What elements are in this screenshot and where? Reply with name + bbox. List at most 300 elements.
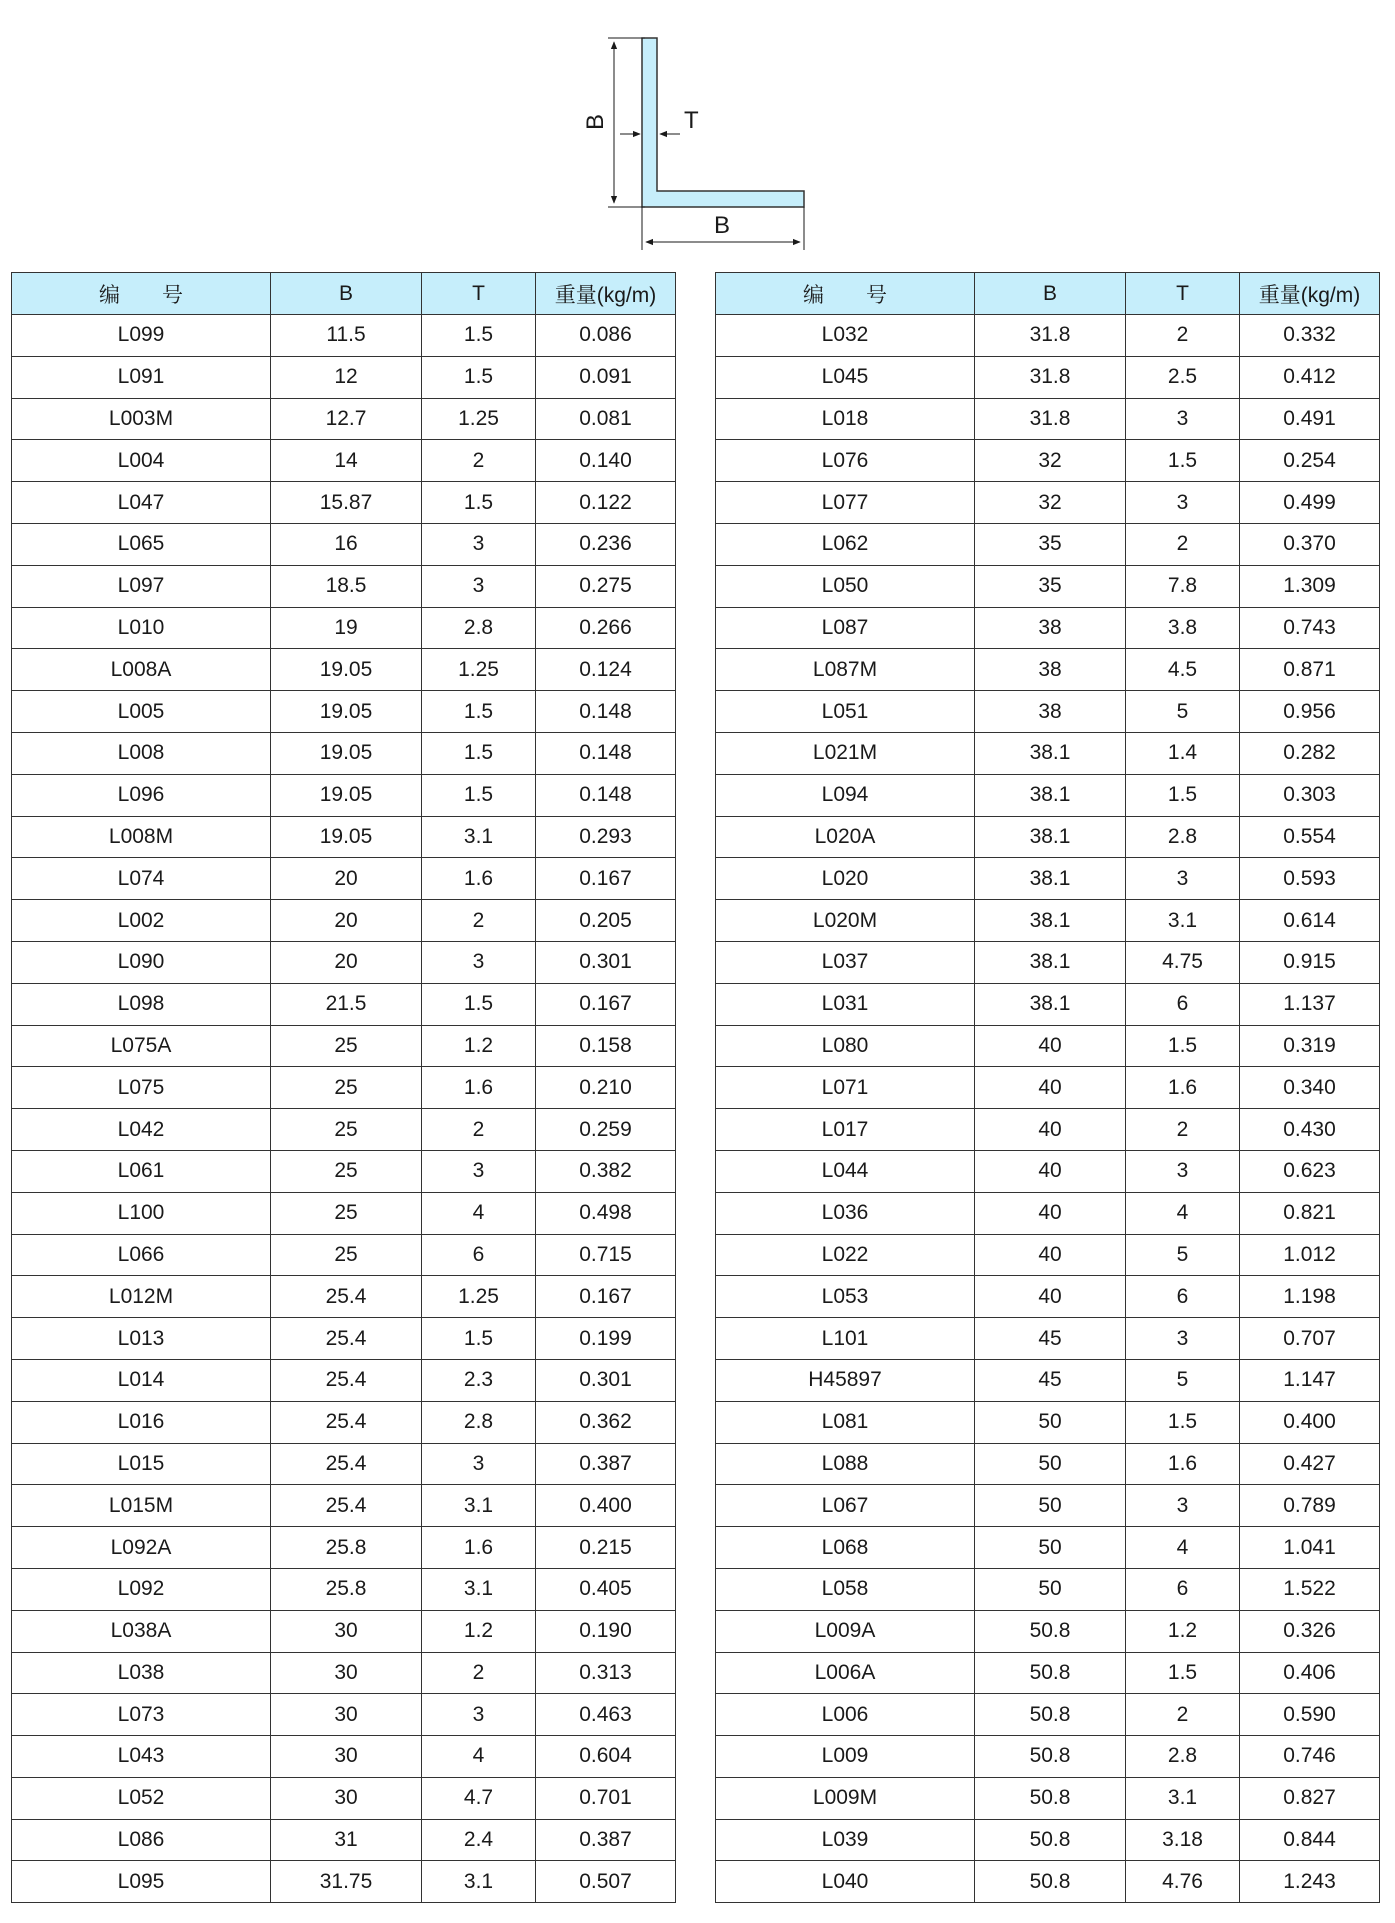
cell-code: L095 [12,1861,271,1903]
cell-code: L017 [716,1109,975,1151]
cell-b: 40 [975,1025,1126,1067]
table-row [716,983,1380,1025]
cell-weight: 0.215 [536,1527,676,1569]
table-row [12,1401,676,1443]
cell-t: 4 [422,1736,536,1778]
cell-b: 20 [271,900,422,942]
table-row [12,482,676,524]
cell-b: 38.1 [975,983,1126,1025]
cell-t: 2.8 [422,1401,536,1443]
cell-code: L042 [12,1109,271,1151]
cell-code: L038 [12,1652,271,1694]
cell-t: 6 [1126,1568,1240,1610]
table-row [716,1150,1380,1192]
cell-weight: 1.137 [1240,983,1380,1025]
cell-b: 19.05 [271,774,422,816]
cell-b: 25.8 [271,1568,422,1610]
dimension-label-horizontal: B [713,212,731,239]
cell-code: L050 [716,565,975,607]
cell-b: 40 [975,1234,1126,1276]
cell-code: L101 [716,1318,975,1360]
table-row [716,691,1380,733]
cell-code: L039 [716,1819,975,1861]
cell-t: 2 [422,440,536,482]
cell-t: 1.25 [422,398,536,440]
cell-weight: 0.124 [536,649,676,691]
cell-b: 30 [271,1694,422,1736]
cell-code: L047 [12,482,271,524]
table-row [12,1443,676,1485]
cell-t: 5 [1126,691,1240,733]
cell-t: 5 [1126,1359,1240,1401]
cell-t: 2.8 [1126,1736,1240,1778]
cell-b: 25 [271,1025,422,1067]
cell-code: L020M [716,900,975,942]
cell-t: 3 [422,1150,536,1192]
cell-weight: 0.746 [1240,1736,1380,1778]
cell-b: 25.4 [271,1359,422,1401]
cell-weight: 0.915 [1240,941,1380,983]
cell-t: 6 [422,1234,536,1276]
cell-t: 2.8 [422,607,536,649]
cell-b: 30 [271,1610,422,1652]
cell-weight: 0.148 [536,732,676,774]
cell-t: 1.2 [422,1610,536,1652]
cell-b: 45 [975,1318,1126,1360]
table-row [12,732,676,774]
cell-code: L100 [12,1192,271,1234]
table-row [12,1694,676,1736]
table-row [12,900,676,942]
cell-t: 3 [422,941,536,983]
cell-b: 11.5 [271,315,422,357]
table-row [12,1192,676,1234]
table-row [716,315,1380,357]
cell-t: 2 [1126,523,1240,565]
cell-b: 50 [975,1485,1126,1527]
cell-code: L092A [12,1527,271,1569]
cell-b: 21.5 [271,983,422,1025]
cell-b: 16 [271,523,422,565]
cell-t: 2 [1126,1694,1240,1736]
cell-t: 2 [422,900,536,942]
cell-code: L012M [12,1276,271,1318]
cell-b: 50 [975,1401,1126,1443]
cell-t: 1.5 [422,1318,536,1360]
cell-weight: 0.821 [1240,1192,1380,1234]
cell-b: 50.8 [975,1819,1126,1861]
cell-t: 6 [1126,1276,1240,1318]
cell-weight: 0.091 [536,356,676,398]
cell-weight: 1.198 [1240,1276,1380,1318]
cell-weight: 0.400 [1240,1401,1380,1443]
cell-b: 25.4 [271,1401,422,1443]
table-row [716,1401,1380,1443]
table-row [12,941,676,983]
table-row [716,398,1380,440]
cell-weight: 0.236 [536,523,676,565]
cell-code: L040 [716,1861,975,1903]
table-row [716,1192,1380,1234]
cell-weight: 0.313 [536,1652,676,1694]
table-row [12,1861,676,1903]
cell-weight: 0.956 [1240,691,1380,733]
cell-weight: 0.158 [536,1025,676,1067]
cell-b: 38.1 [975,774,1126,816]
cell-code: L038A [12,1610,271,1652]
cell-code: L002 [12,900,271,942]
cell-code: L009 [716,1736,975,1778]
cell-t: 1.5 [422,983,536,1025]
table-header-row [716,273,1380,315]
table-row [12,1736,676,1778]
table-row [716,482,1380,524]
cell-t: 2.8 [1126,816,1240,858]
cell-b: 25 [271,1192,422,1234]
cell-code: L092 [12,1568,271,1610]
cell-weight: 0.275 [536,565,676,607]
cell-t: 3.1 [422,1568,536,1610]
cell-code: L096 [12,774,271,816]
cell-b: 50 [975,1443,1126,1485]
cell-weight: 0.205 [536,900,676,942]
table-row [12,440,676,482]
cell-t: 3.1 [1126,900,1240,942]
l-profile-shape [642,38,804,207]
cell-b: 40 [975,1276,1126,1318]
cell-code: L044 [716,1150,975,1192]
table-row [12,1318,676,1360]
cell-code: L032 [716,315,975,357]
cell-weight: 0.340 [1240,1067,1380,1109]
cell-code: L014 [12,1359,271,1401]
table-row [716,1736,1380,1778]
cell-b: 25.4 [271,1276,422,1318]
cell-weight: 1.012 [1240,1234,1380,1276]
table-row [716,1861,1380,1903]
cell-b: 38 [975,691,1126,733]
cell-b: 12.7 [271,398,422,440]
cell-b: 32 [975,440,1126,482]
cell-weight: 0.086 [536,315,676,357]
cell-weight: 0.319 [1240,1025,1380,1067]
cell-code: L075A [12,1025,271,1067]
cell-weight: 1.522 [1240,1568,1380,1610]
table-row [12,607,676,649]
table-row [716,1694,1380,1736]
cell-b: 38.1 [975,732,1126,774]
cell-t: 1.6 [422,1067,536,1109]
cell-weight: 0.623 [1240,1150,1380,1192]
cell-b: 18.5 [271,565,422,607]
cell-code: L073 [12,1694,271,1736]
cell-weight: 0.362 [536,1401,676,1443]
cell-t: 2.3 [422,1359,536,1401]
table-row [12,1777,676,1819]
cell-b: 38.1 [975,858,1126,900]
table-row [716,1652,1380,1694]
table-row [716,1568,1380,1610]
cell-code: H45897 [716,1359,975,1401]
cell-t: 3.1 [1126,1777,1240,1819]
header-code: 编 号 [716,273,975,315]
cell-weight: 0.604 [536,1736,676,1778]
header-b: B [975,273,1126,315]
table-row [12,1109,676,1151]
cell-code: L071 [716,1067,975,1109]
cell-code: L006A [716,1652,975,1694]
cell-code: L098 [12,983,271,1025]
table-row [716,1485,1380,1527]
table-row [12,1234,676,1276]
table-row [12,315,676,357]
cell-t: 1.6 [1126,1067,1240,1109]
table-row [716,607,1380,649]
cell-t: 1.6 [422,1527,536,1569]
cell-code: L094 [716,774,975,816]
cell-weight: 0.593 [1240,858,1380,900]
cell-code: L081 [716,1401,975,1443]
spec-table-right-body [716,315,1380,1903]
cell-code: L008 [12,732,271,774]
cell-weight: 0.190 [536,1610,676,1652]
table-row [12,1652,676,1694]
cell-weight: 0.844 [1240,1819,1380,1861]
cell-weight: 0.400 [536,1485,676,1527]
table-row [12,1359,676,1401]
cell-b: 30 [271,1736,422,1778]
cell-weight: 0.167 [536,983,676,1025]
cell-t: 3.18 [1126,1819,1240,1861]
cell-weight: 0.266 [536,607,676,649]
cell-t: 3.1 [422,1485,536,1527]
table-row [12,356,676,398]
cell-t: 3.1 [422,1861,536,1903]
table-row [716,1067,1380,1109]
cell-weight: 0.293 [536,816,676,858]
cell-t: 1.5 [422,774,536,816]
cell-b: 50.8 [975,1861,1126,1903]
cell-weight: 0.199 [536,1318,676,1360]
cell-b: 38 [975,649,1126,691]
table-row [716,774,1380,816]
spec-table-left [11,272,676,1903]
cell-t: 3 [1126,1485,1240,1527]
cell-b: 25.4 [271,1318,422,1360]
cell-weight: 0.148 [536,691,676,733]
cell-weight: 0.590 [1240,1694,1380,1736]
cell-code: L074 [12,858,271,900]
cell-b: 50.8 [975,1694,1126,1736]
cell-code: L075 [12,1067,271,1109]
cell-weight: 0.301 [536,1359,676,1401]
cell-b: 45 [975,1359,1126,1401]
cell-weight: 0.326 [1240,1610,1380,1652]
table-row [716,1025,1380,1067]
cell-b: 50.8 [975,1736,1126,1778]
cell-code: L087M [716,649,975,691]
table-row [12,858,676,900]
cell-b: 25 [271,1109,422,1151]
cell-weight: 0.498 [536,1192,676,1234]
cell-weight: 0.743 [1240,607,1380,649]
cell-weight: 0.282 [1240,732,1380,774]
table-row [12,1025,676,1067]
table-row [716,1318,1380,1360]
table-row [716,941,1380,983]
cell-code: L088 [716,1443,975,1485]
cell-t: 4.7 [422,1777,536,1819]
table-row [12,523,676,565]
table-row [12,1527,676,1569]
cell-b: 25.4 [271,1443,422,1485]
cell-weight: 0.167 [536,858,676,900]
cell-code: L010 [12,607,271,649]
cell-b: 50.8 [975,1610,1126,1652]
cell-t: 3 [422,565,536,607]
cell-t: 1.5 [422,315,536,357]
cell-t: 3 [1126,1150,1240,1192]
cell-t: 7.8 [1126,565,1240,607]
cell-weight: 1.309 [1240,565,1380,607]
table-row [716,1234,1380,1276]
table-row [12,565,676,607]
table-row [716,816,1380,858]
cell-weight: 0.301 [536,941,676,983]
cell-t: 1.5 [1126,1025,1240,1067]
cell-code: L066 [12,1234,271,1276]
cell-t: 3 [1126,1318,1240,1360]
header-t: T [422,273,536,315]
cell-weight: 0.789 [1240,1485,1380,1527]
table-row [716,1359,1380,1401]
cell-weight: 0.382 [536,1150,676,1192]
cell-code: L037 [716,941,975,983]
cell-code: L052 [12,1777,271,1819]
table-row [716,1109,1380,1151]
cell-code: L080 [716,1025,975,1067]
cell-code: L087 [716,607,975,649]
cell-weight: 0.554 [1240,816,1380,858]
cell-code: L015M [12,1485,271,1527]
cell-code: L015 [12,1443,271,1485]
cell-code: L091 [12,356,271,398]
cell-code: L086 [12,1819,271,1861]
cell-b: 20 [271,858,422,900]
cell-weight: 0.871 [1240,649,1380,691]
cell-code: L067 [716,1485,975,1527]
table-row [716,565,1380,607]
cell-b: 31.8 [975,315,1126,357]
cell-code: L043 [12,1736,271,1778]
cell-b: 25 [271,1067,422,1109]
table-header-row [12,273,676,315]
cell-weight: 0.167 [536,1276,676,1318]
cell-weight: 0.430 [1240,1109,1380,1151]
cell-code: L053 [716,1276,975,1318]
cell-t: 1.25 [422,649,536,691]
cell-b: 40 [975,1150,1126,1192]
table-row [716,440,1380,482]
cell-b: 50.8 [975,1652,1126,1694]
cell-t: 3 [422,523,536,565]
cell-weight: 0.827 [1240,1777,1380,1819]
cell-weight: 0.701 [536,1777,676,1819]
cell-b: 30 [271,1652,422,1694]
cell-weight: 0.427 [1240,1443,1380,1485]
cell-b: 38.1 [975,941,1126,983]
cell-t: 3 [422,1694,536,1736]
cell-weight: 0.614 [1240,900,1380,942]
table-row [12,774,676,816]
cell-t: 1.6 [422,858,536,900]
table-row [12,1067,676,1109]
cell-t: 5 [1126,1234,1240,1276]
cell-code: L009M [716,1777,975,1819]
cell-t: 4 [1126,1192,1240,1234]
cell-weight: 0.259 [536,1109,676,1151]
cell-b: 31.8 [975,356,1126,398]
table-row [716,1610,1380,1652]
cell-code: L020 [716,858,975,900]
cell-weight: 0.463 [536,1694,676,1736]
table-row [716,523,1380,565]
cell-code: L097 [12,565,271,607]
table-row [12,649,676,691]
cell-code: L090 [12,941,271,983]
cell-weight: 0.081 [536,398,676,440]
cell-t: 2.5 [1126,356,1240,398]
header-b: B [271,273,422,315]
table-row [12,691,676,733]
cell-b: 40 [975,1067,1126,1109]
cell-t: 4.5 [1126,649,1240,691]
cell-t: 1.5 [1126,1652,1240,1694]
cell-b: 40 [975,1192,1126,1234]
cell-t: 1.4 [1126,732,1240,774]
cell-t: 4.76 [1126,1861,1240,1903]
cell-weight: 0.332 [1240,315,1380,357]
table-row [716,1276,1380,1318]
cell-weight: 0.370 [1240,523,1380,565]
cell-t: 3.8 [1126,607,1240,649]
cell-code: L099 [12,315,271,357]
cell-weight: 1.041 [1240,1527,1380,1569]
table-row [716,1777,1380,1819]
table-row [12,816,676,858]
cell-b: 25 [271,1234,422,1276]
cell-code: L004 [12,440,271,482]
thickness-label: T [684,107,699,134]
cell-b: 19.05 [271,691,422,733]
cell-code: L076 [716,440,975,482]
cell-b: 31.8 [975,398,1126,440]
cell-weight: 0.491 [1240,398,1380,440]
table-row [12,1568,676,1610]
angle-profile-diagram [0,0,1395,260]
table-row [716,1443,1380,1485]
table-row [12,1150,676,1192]
cell-weight: 1.147 [1240,1359,1380,1401]
cell-t: 1.5 [1126,440,1240,482]
cell-weight: 0.210 [536,1067,676,1109]
cell-t: 4 [1126,1527,1240,1569]
cell-code: L065 [12,523,271,565]
cell-weight: 0.303 [1240,774,1380,816]
cell-weight: 0.412 [1240,356,1380,398]
cell-code: L061 [12,1150,271,1192]
header-weight: 重量(kg/m) [536,273,676,315]
